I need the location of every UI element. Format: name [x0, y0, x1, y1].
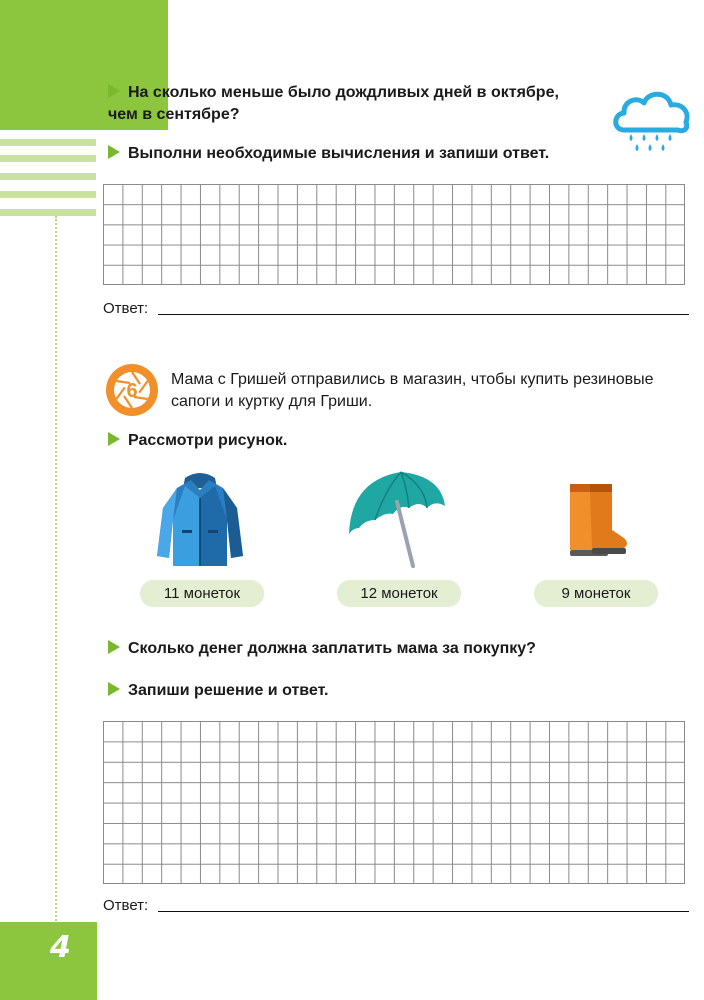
task5-question: [108, 82, 593, 126]
task6-look-text: Рассмотри рисунок.: [128, 432, 288, 449]
jacket-icon: [155, 470, 245, 570]
task-number-badge: [104, 362, 160, 418]
decor-stripe: [0, 139, 96, 146]
bullet-arrow-icon: [108, 145, 120, 159]
rain-cloud-icon: [610, 86, 694, 158]
task5-instruction-text: Выполни необходимые вычисления и запиши ответ.: [128, 145, 550, 162]
task6-question-text: Сколько денег должна заплатить мама за покупку?: [128, 640, 536, 657]
bullet-arrow-icon: [108, 432, 120, 446]
task6-look-instruction: [108, 430, 508, 452]
task6-solution-grid[interactable]: [103, 721, 685, 884]
umbrella-icon: [345, 466, 450, 572]
bullet-arrow-icon: [108, 84, 120, 98]
boots-icon: [562, 484, 632, 560]
task6-answer-line[interactable]: [158, 911, 689, 912]
decor-stripe: [0, 191, 96, 198]
task5-calc-grid[interactable]: [103, 184, 685, 285]
price-tag-boots: 9 монеток: [534, 580, 658, 607]
task5-question-line1: На сколько меньше было дождливых дней в октябре,: [128, 84, 559, 101]
task5-question-line2: чем в сентябре?: [108, 106, 240, 123]
task5-answer-label: Ответ:: [103, 300, 149, 317]
bullet-arrow-icon: [108, 640, 120, 654]
page-number: 4: [50, 930, 71, 965]
task6-question: [108, 638, 608, 660]
price-tag-umbrella: 12 монеток: [337, 580, 461, 607]
margin-dotted-line: [55, 216, 57, 921]
task5-answer-line[interactable]: [158, 314, 689, 315]
task6-answer-label: Ответ:: [103, 897, 149, 914]
task6-text-line1: Мама с Гришей отправились в магазин, чтобы купить резиновые: [171, 371, 654, 388]
task-number: 6: [126, 380, 138, 402]
page-number-box: [0, 922, 97, 1000]
task6-text-line2: сапоги и куртку для Гриши.: [171, 393, 373, 410]
price-tag-jacket: 11 монеток: [140, 580, 264, 607]
bullet-arrow-icon: [108, 682, 120, 696]
task6-instruction-text: Запиши решение и ответ.: [128, 682, 329, 699]
decor-stripe: [0, 209, 96, 216]
decor-stripe: [0, 173, 96, 180]
task6-instruction: [108, 680, 508, 702]
task5-instruction: [108, 143, 608, 165]
task6-text: [171, 369, 694, 413]
decor-stripe: [0, 155, 96, 162]
